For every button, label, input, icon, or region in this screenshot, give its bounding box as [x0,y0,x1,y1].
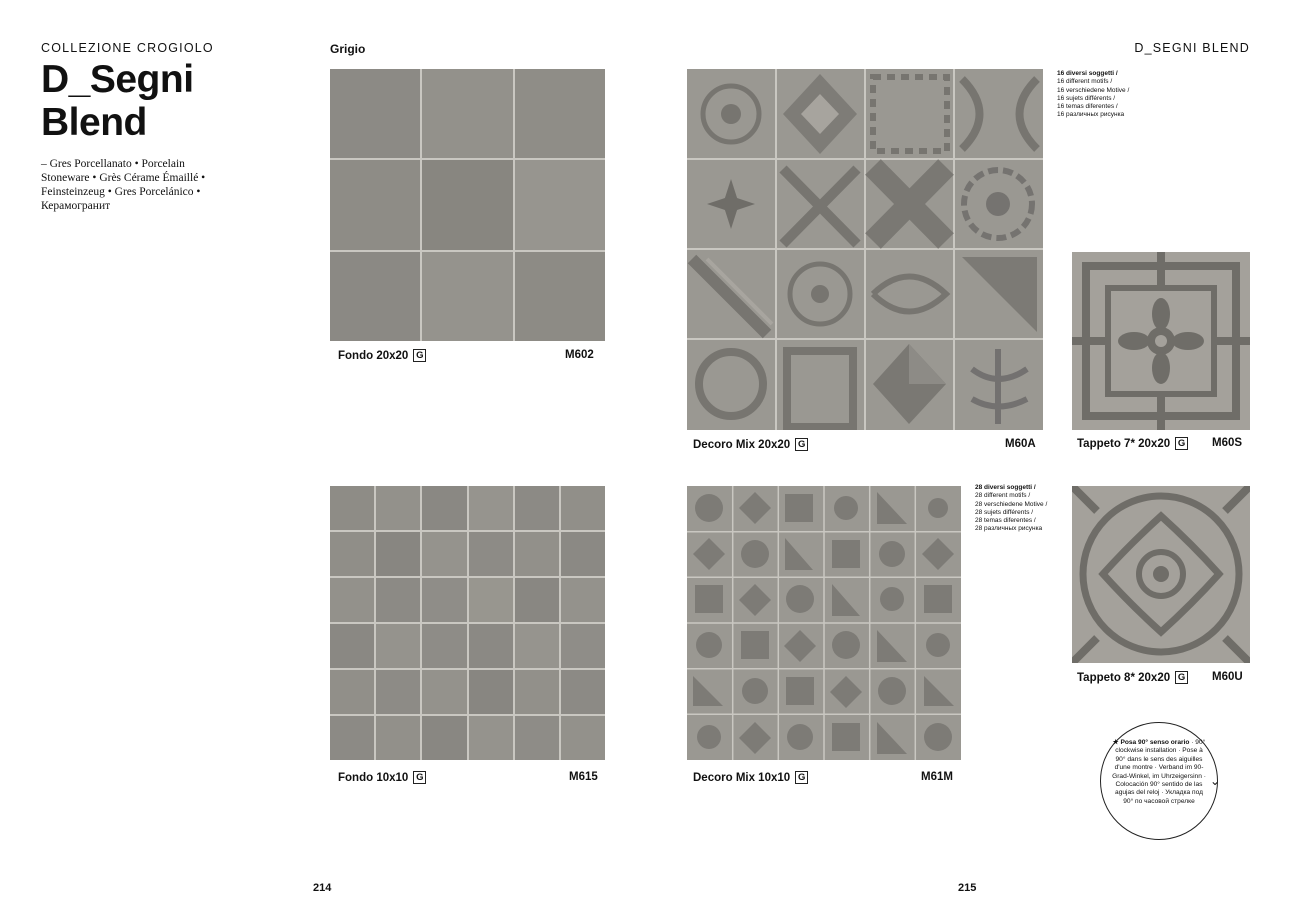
glazed-badge: G [413,349,426,362]
product-code-m61m: M61M [921,771,953,783]
product-caption-m60a [693,438,808,451]
tile-image-fondo-20x20 [330,69,605,341]
product-name: Decoro Mix 10x10 [693,771,791,784]
motif-count-note-16 [1057,70,1129,120]
glazed-badge: G [1175,671,1188,684]
tile-image-tappeto-7 [1072,252,1250,430]
material-line: Feinsteinzeug • Gres Porcelánico • [41,186,201,198]
tile-image-tappeto-8 [1072,486,1250,663]
product-code-m602: M602 [565,349,594,361]
material-line: Керамогранит [41,200,111,212]
note-line: 16 различных рисунка [1057,111,1125,119]
product-caption-m60u [1077,671,1188,684]
note-line: 28 diversi soggetti / [975,484,1036,491]
product-code-m60a: M60A [1005,438,1036,450]
installation-note [1100,722,1221,840]
glazed-badge: G [795,771,808,784]
product-code-m60s: M60S [1212,437,1243,449]
note-line: 28 different motifs / [975,492,1031,500]
note-line: 16 sujets différents / [1057,94,1116,102]
material-description [41,157,226,213]
product-code-m615: M615 [569,771,598,783]
tile-image-decoro-mix-10x10 [687,486,961,760]
note-line: 16 verschiedene Motive / [1057,86,1130,94]
glazed-badge: G [1175,437,1188,450]
glazed-badge: G [413,771,426,784]
installation-note-bold: ★ Posa 90° senso orario [1112,739,1190,746]
collection-label: COLLEZIONE CROGIOLO [41,41,214,55]
note-line: 28 различных рисунка [975,525,1043,533]
product-caption-m615 [338,771,426,784]
note-line: 28 verschiedene Motive / [975,500,1048,508]
product-caption-m602 [338,349,426,362]
title-line-1: D_Segni [41,58,194,101]
chevron-down-icon: ⌄ [1210,774,1221,788]
tile-image-decoro-mix-20x20 [687,69,1043,430]
material-line: Stoneware • Grès Cérame Émaillé • [41,172,206,184]
motif-count-note-28 [975,484,1047,534]
installation-note-text: · 90° clockwise installation · Pose à 90° dans le sens des aiguilles d'une montre · Verband im 90-Grad-Winkel, im Uhrzeigersinn · Colocación 90° sentido de las agujas del reloj · Укладка под 90° по часовой стрелке [1112,739,1206,805]
note-line: 28 temas diferentes / [975,517,1036,525]
page-number-right: 215 [958,882,977,894]
glazed-badge: G [795,438,808,451]
note-line: 16 diversi soggetti / [1057,70,1118,77]
title-line-2: Blend [41,101,147,144]
product-name: Fondo 20x20 [338,349,409,362]
product-caption-m61m [693,771,808,784]
page-title [41,58,194,144]
series-label: D_SEGNI BLEND [1134,41,1250,55]
page-number-left: 214 [313,882,332,894]
note-line: 16 temas diferentes / [1057,103,1118,111]
color-name: Grigio [330,42,366,56]
product-name: Tappeto 8* 20x20 [1077,671,1171,684]
product-name: Tappeto 7* 20x20 [1077,437,1171,450]
note-line: 16 different motifs / [1057,78,1113,86]
product-caption-m60s [1077,437,1188,450]
product-code-m60u: M60U [1212,671,1243,683]
tile-image-fondo-10x10 [330,486,605,760]
product-name: Decoro Mix 20x20 [693,438,791,451]
material-line: – Gres Porcellanato • Porcelain [41,158,185,170]
note-line: 28 sujets différents / [975,508,1034,516]
product-name: Fondo 10x10 [338,771,409,784]
